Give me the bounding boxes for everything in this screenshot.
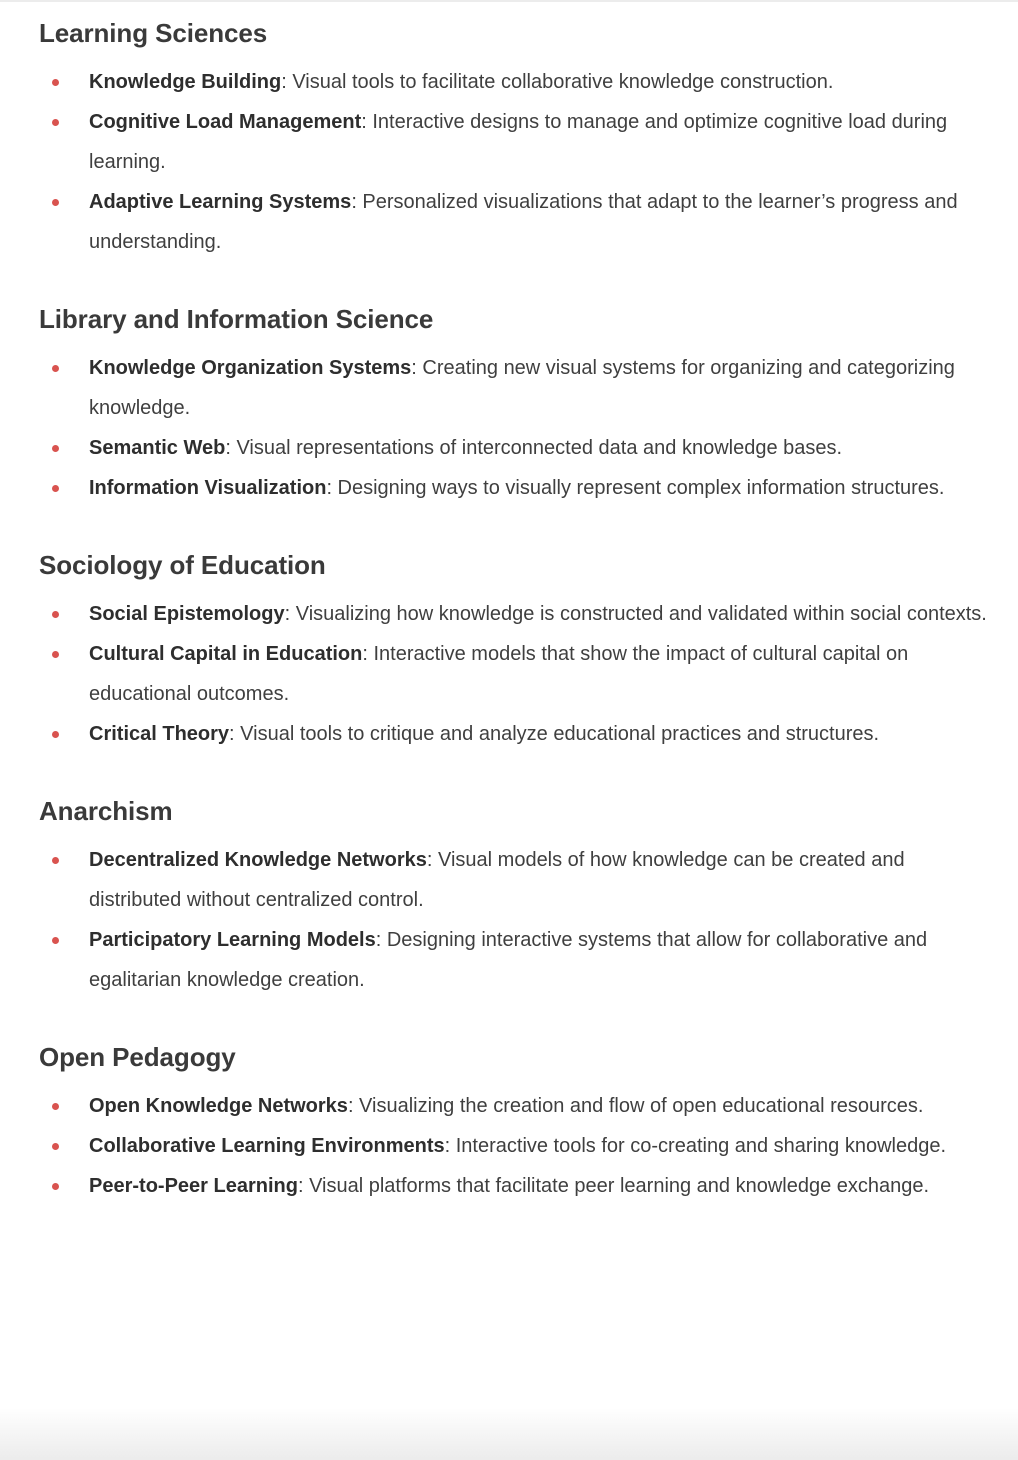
document-body	[39, 14, 999, 1206]
section-title: Learning Sciences	[39, 18, 268, 48]
section-title: Open Pedagogy	[39, 1042, 236, 1072]
section-title: Sociology of Education	[39, 550, 326, 580]
item-term: Open Knowledge Networks	[89, 1095, 348, 1117]
item-description: : Visualizing how knowledge is constructed and validated within social contexts.	[284, 603, 987, 625]
item-term: Social Epistemology	[89, 603, 285, 625]
item-term: Critical Theory	[89, 723, 230, 745]
item-term: Decentralized Knowledge Networks	[89, 849, 427, 871]
item-term: Collaborative Learning Environments	[89, 1135, 445, 1157]
list-item	[39, 1086, 999, 1126]
list-item	[39, 920, 999, 1000]
item-term: Knowledge Building	[89, 71, 282, 93]
list-item	[39, 62, 999, 102]
list-item	[39, 634, 999, 714]
bullet-icon	[52, 1103, 59, 1110]
bullet-list	[39, 594, 999, 754]
bottom-fade-overlay	[0, 1408, 1018, 1460]
item-term: Semantic Web	[89, 437, 226, 459]
list-item	[39, 468, 999, 508]
section-anarchism	[39, 792, 999, 1000]
list-item	[39, 840, 999, 920]
bullet-icon	[52, 651, 59, 658]
bullet-icon	[52, 1183, 59, 1190]
item-term: Knowledge Organization Systems	[89, 357, 412, 379]
list-item	[39, 102, 999, 182]
bullet-icon	[52, 79, 59, 86]
section-title: Library and Information Science	[39, 304, 434, 334]
list-item	[39, 182, 999, 262]
item-description: : Interactive tools for co-creating and sharing knowledge.	[444, 1135, 947, 1157]
bullet-icon	[52, 937, 59, 944]
list-item	[39, 428, 999, 468]
bullet-icon	[52, 1143, 59, 1150]
item-description: : Visual tools to critique and analyze educational practices and structures.	[229, 723, 880, 745]
item-description: : Visual tools to facilitate collaborative knowledge construction.	[281, 71, 834, 93]
bullet-icon	[52, 365, 59, 372]
item-term: Peer-to-Peer Learning	[89, 1175, 298, 1197]
item-description: : Interactive designs to manage and optimize cognitive load during learning.	[89, 111, 948, 173]
bullet-icon	[52, 857, 59, 864]
item-term: Information Visualization	[89, 477, 327, 499]
item-description: : Designing ways to visually represent complex information structures.	[326, 477, 945, 499]
list-item	[39, 714, 999, 754]
item-term: Cultural Capital in Education	[89, 643, 363, 665]
section-learning-sciences	[39, 14, 999, 262]
section-open-pedagogy	[39, 1038, 999, 1206]
bullet-icon	[52, 731, 59, 738]
item-description: : Personalized visualizations that adapt to the learner’s progress and understanding.	[89, 191, 958, 253]
item-term: Adaptive Learning Systems	[89, 191, 352, 213]
section-sociology-of-education	[39, 546, 999, 754]
item-description: : Visual platforms that facilitate peer learning and knowledge exchange.	[297, 1175, 930, 1197]
list-item	[39, 594, 999, 634]
bullet-icon	[52, 445, 59, 452]
item-description: : Visualizing the creation and flow of open educational resources.	[347, 1095, 924, 1117]
section-title: Anarchism	[39, 796, 173, 826]
bullet-list	[39, 348, 999, 508]
item-description: : Visual models of how knowledge can be created and distributed without centralized control.	[89, 849, 905, 911]
item-description: : Interactive models that show the impact of cultural capital on educational outcomes.	[89, 643, 909, 705]
item-term: Cognitive Load Management	[89, 111, 362, 133]
bullet-list	[39, 840, 999, 1000]
top-divider	[0, 0, 1018, 2]
item-description: : Visual representations of interconnected data and knowledge bases.	[225, 437, 843, 459]
list-item	[39, 1166, 999, 1206]
section-library-information-science	[39, 300, 999, 508]
bullet-list	[39, 1086, 999, 1206]
bullet-icon	[52, 119, 59, 126]
bullet-list	[39, 62, 999, 262]
bullet-icon	[52, 485, 59, 492]
item-description: : Creating new visual systems for organizing and categorizing knowledge.	[89, 357, 955, 419]
bullet-icon	[52, 199, 59, 206]
list-item	[39, 1126, 999, 1166]
list-item	[39, 348, 999, 428]
item-description: : Designing interactive systems that allow for collaborative and egalitarian knowledge creation.	[89, 929, 928, 991]
item-term: Participatory Learning Models	[89, 929, 376, 951]
bullet-icon	[52, 611, 59, 618]
